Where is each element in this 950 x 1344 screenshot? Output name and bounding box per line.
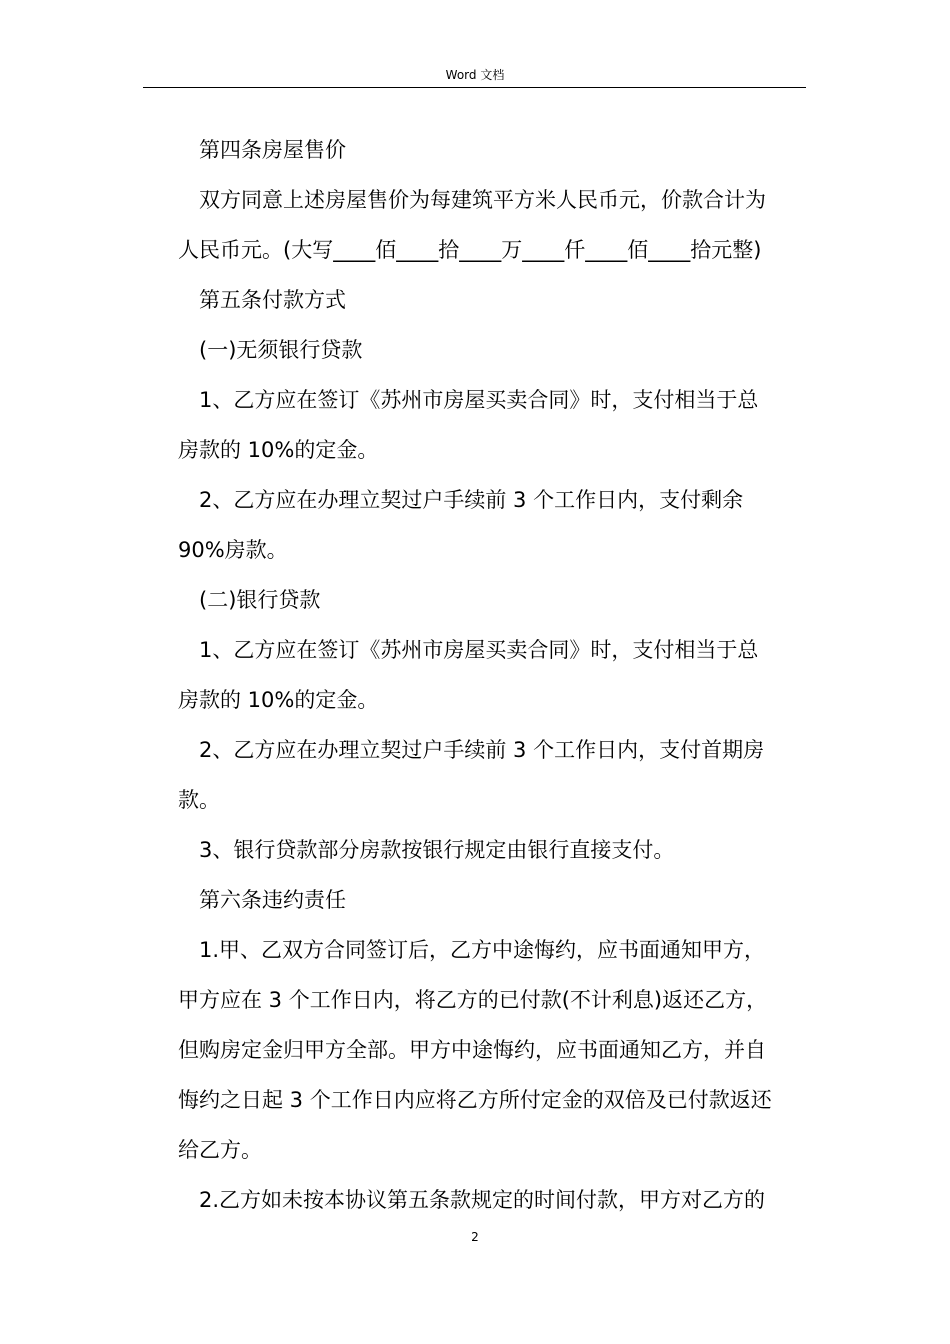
text-line: 1、乙方应在签订《苏州市房屋买卖合同》时，支付相当于总 — [199, 388, 759, 412]
text-line: 2、乙方应在办理立契过户手续前 3 个工作日内，支付剩余 — [199, 488, 744, 512]
text-line: (一)无须银行贷款 — [199, 338, 363, 362]
text-line: 第六条违约责任 — [199, 888, 346, 912]
page-number: 2 — [471, 1230, 479, 1244]
text-line: 款。 — [178, 788, 220, 812]
text-line: 给乙方。 — [178, 1138, 262, 1162]
text-line: 双方同意上述房屋售价为每建筑平方米人民币元，价款合计为 — [199, 188, 766, 212]
text-line: 第五条付款方式 — [199, 288, 346, 312]
document-body — [178, 125, 806, 1225]
text-line: 2、乙方应在办理立契过户手续前 3 个工作日内，支付首期房 — [199, 738, 765, 762]
text-line: 2.乙方如未按本协议第五条款规定的时间付款，甲方对乙方的 — [199, 1188, 766, 1212]
text-line: 1.甲、乙双方合同签订后，乙方中途悔约，应书面通知甲方， — [199, 938, 766, 962]
text-line: 房款的 10%的定金。 — [178, 438, 379, 462]
text-line: 但购房定金归甲方全部。甲方中途悔约，应书面通知乙方，并自 — [178, 1038, 766, 1062]
text-line: 1、乙方应在签订《苏州市房屋买卖合同》时，支付相当于总 — [199, 638, 759, 662]
page-header: Word 文档 — [445, 68, 505, 82]
text-line: 房款的 10%的定金。 — [178, 688, 379, 712]
text-line: 第四条房屋售价 — [199, 138, 346, 162]
text-line: 甲方应在 3 个工作日内，将乙方的已付款(不计利息)返还乙方， — [178, 988, 768, 1012]
text-line: (二)银行贷款 — [199, 588, 321, 612]
text-line: 90%房款。 — [178, 538, 288, 562]
text-line: 悔约之日起 3 个工作日内应将乙方所付定金的双倍及已付款返还 — [178, 1088, 772, 1112]
text-line: 人民币元。(大写____佰____拾____万____仟____佰____拾元整) — [178, 238, 762, 262]
header-rule — [143, 87, 806, 88]
text-line: 3、银行贷款部分房款按银行规定由银行直接支付。 — [199, 838, 675, 862]
